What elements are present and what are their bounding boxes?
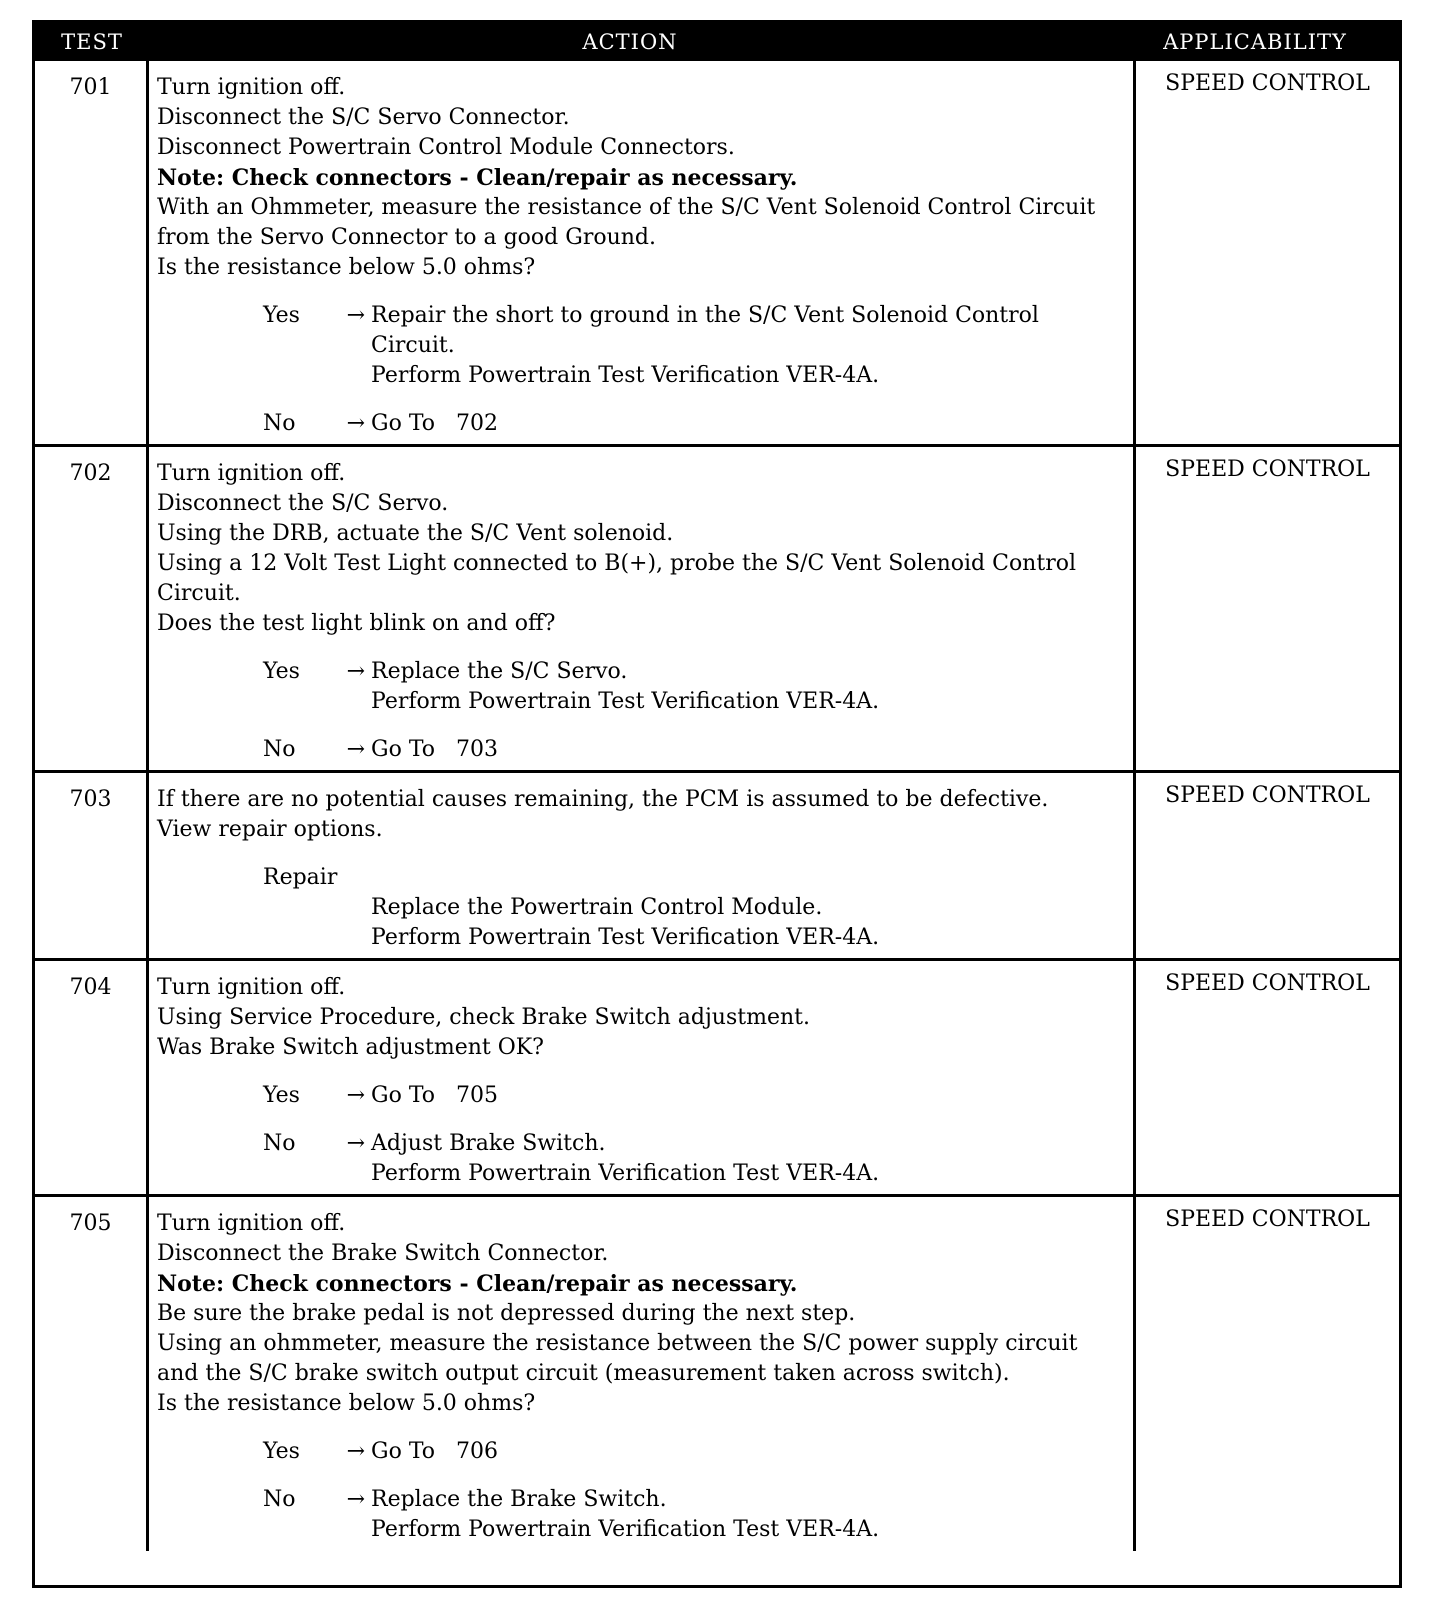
action-line: Circuit. bbox=[157, 581, 241, 606]
goto-link[interactable]: Go To 702 bbox=[371, 411, 498, 436]
goto-link[interactable]: Go To 705 bbox=[371, 1083, 498, 1108]
applicability: SPEED CONTROL bbox=[1165, 971, 1370, 996]
action-line: Disconnect the S/C Servo Connector. bbox=[157, 105, 570, 130]
repair-label: Repair bbox=[263, 865, 338, 890]
applicability: SPEED CONTROL bbox=[1165, 71, 1370, 96]
goto-link[interactable]: Go To 706 bbox=[371, 1439, 498, 1464]
applicability: SPEED CONTROL bbox=[1165, 783, 1370, 808]
test-number: 702 bbox=[35, 447, 149, 770]
outcome-no bbox=[157, 1485, 1125, 1545]
table-row bbox=[35, 773, 1399, 961]
arrow-icon: → bbox=[346, 737, 365, 762]
action-line: If there are no potential causes remaining, the PCM is assumed to be defective. bbox=[157, 787, 1049, 812]
outcome-no bbox=[157, 735, 1125, 765]
outcome-label: Yes bbox=[263, 1439, 300, 1464]
goto-link[interactable]: Go To 703 bbox=[371, 737, 498, 762]
action-line: Using Service Procedure, check Brake Switch adjustment. bbox=[157, 1005, 810, 1030]
outcome-yes bbox=[157, 1437, 1125, 1467]
arrow-icon: → bbox=[346, 1439, 365, 1464]
table-row bbox=[35, 447, 1399, 773]
arrow-icon: → bbox=[346, 411, 365, 436]
test-number: 701 bbox=[35, 61, 149, 444]
action-line: Using the DRB, actuate the S/C Vent solenoid. bbox=[157, 521, 674, 546]
outcome-label: Yes bbox=[263, 659, 300, 684]
outcome-label: No bbox=[263, 411, 296, 436]
action-line: View repair options. bbox=[157, 817, 383, 842]
arrow-icon: → bbox=[346, 1083, 365, 1108]
test-number: 703 bbox=[35, 773, 149, 958]
outcomes bbox=[157, 1437, 1125, 1545]
outcome-label: No bbox=[263, 1131, 296, 1156]
table-row bbox=[35, 1197, 1399, 1551]
outcome-label: Yes bbox=[263, 303, 300, 328]
outcomes bbox=[157, 301, 1125, 439]
outcome-text: Replace the S/C Servo. bbox=[371, 659, 628, 684]
note-line: Note: Check connectors - Clean/repair as necessary. bbox=[157, 165, 798, 191]
action-line: Was Brake Switch adjustment OK? bbox=[157, 1035, 544, 1060]
outcome-label: Yes bbox=[263, 1083, 300, 1108]
action-line: Turn ignition off. bbox=[157, 975, 346, 1000]
action-line: Turn ignition off. bbox=[157, 75, 346, 100]
action-cell bbox=[149, 773, 1136, 958]
outcome-text: Replace the Brake Switch. bbox=[371, 1487, 667, 1512]
outcome-label: No bbox=[263, 737, 296, 762]
arrow-icon: → bbox=[346, 1131, 365, 1156]
table-row bbox=[35, 61, 1399, 447]
outcome-no bbox=[157, 409, 1125, 439]
repair-options bbox=[157, 863, 1125, 953]
outcome-text: Perform Powertrain Verification Test VER-4A. bbox=[371, 1161, 880, 1186]
outcome-text: Perform Powertrain Verification Test VER-4A. bbox=[371, 1517, 880, 1542]
outcome-yes bbox=[157, 657, 1125, 717]
outcome-text: Adjust Brake Switch. bbox=[371, 1131, 606, 1156]
test-number: 704 bbox=[35, 961, 149, 1194]
action-line: from the Servo Connector to a good Ground. bbox=[157, 225, 656, 250]
action-cell bbox=[149, 961, 1136, 1194]
action-line: Be sure the brake pedal is not depressed during the next step. bbox=[157, 1301, 856, 1326]
arrow-icon: → bbox=[346, 659, 365, 684]
action-cell bbox=[149, 1197, 1136, 1551]
header-applicability: APPLICABILITY bbox=[1163, 30, 1347, 54]
outcome-text: Circuit. bbox=[371, 333, 455, 358]
test-number: 705 bbox=[35, 1197, 149, 1551]
action-line: Using a 12 Volt Test Light connected to B(+), probe the S/C Vent Solenoid Control bbox=[157, 551, 1076, 576]
table-header bbox=[35, 23, 1399, 61]
repair-text: Replace the Powertrain Control Module. bbox=[371, 895, 823, 920]
action-line: Disconnect Powertrain Control Module Connectors. bbox=[157, 135, 735, 160]
repair-text: Perform Powertrain Test Verification VER-4A. bbox=[371, 925, 880, 950]
table-row bbox=[35, 961, 1399, 1197]
action-line: Turn ignition off. bbox=[157, 461, 346, 486]
outcome-yes bbox=[157, 301, 1125, 391]
action-line: and the S/C brake switch output circuit (measurement taken across switch). bbox=[157, 1361, 1010, 1386]
note-line: Note: Check connectors - Clean/repair as necessary. bbox=[157, 1271, 798, 1297]
action-line: Is the resistance below 5.0 ohms? bbox=[157, 1391, 536, 1416]
header-action: ACTION bbox=[582, 30, 678, 54]
outcomes bbox=[157, 1081, 1125, 1189]
action-line: Does the test light blink on and off? bbox=[157, 611, 556, 636]
outcome-label: No bbox=[263, 1487, 296, 1512]
outcome-no bbox=[157, 1129, 1125, 1189]
arrow-icon: → bbox=[346, 1487, 365, 1512]
action-cell bbox=[149, 447, 1136, 770]
outcome-text: Perform Powertrain Test Verification VER-4A. bbox=[371, 689, 880, 714]
outcome-text: Perform Powertrain Test Verification VER-4A. bbox=[371, 363, 880, 388]
action-line: Disconnect the Brake Switch Connector. bbox=[157, 1241, 609, 1266]
header-test: TEST bbox=[61, 30, 123, 54]
action-line: Using an ohmmeter, measure the resistance between the S/C power supply circuit bbox=[157, 1331, 1078, 1356]
outcome-yes bbox=[157, 1081, 1125, 1111]
outcome-text: Repair the short to ground in the S/C Vent Solenoid Control bbox=[371, 303, 1039, 328]
outcomes bbox=[157, 657, 1125, 765]
arrow-icon: → bbox=[346, 303, 365, 328]
action-line: Is the resistance below 5.0 ohms? bbox=[157, 255, 536, 280]
action-line: Turn ignition off. bbox=[157, 1211, 346, 1236]
action-line: Disconnect the S/C Servo. bbox=[157, 491, 449, 516]
action-cell bbox=[149, 61, 1136, 444]
applicability: SPEED CONTROL bbox=[1165, 1207, 1370, 1232]
applicability: SPEED CONTROL bbox=[1165, 457, 1370, 482]
diagnostic-table bbox=[32, 20, 1402, 1588]
action-line: With an Ohmmeter, measure the resistance of the S/C Vent Solenoid Control Circuit bbox=[157, 195, 1096, 220]
